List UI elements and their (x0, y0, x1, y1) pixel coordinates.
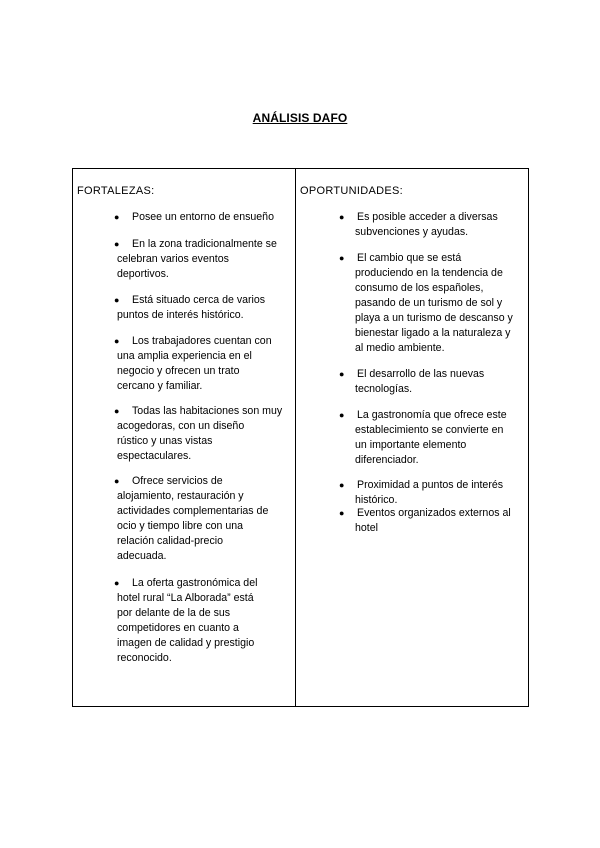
fortaleza-item-line: La oferta gastronómica del (132, 577, 258, 589)
bullet-icon: ● (114, 336, 120, 346)
document-title: ANÁLISIS DAFO (252, 111, 348, 125)
bullet-icon: ● (114, 476, 120, 486)
oportunidad-item-line: El cambio que se está (357, 252, 462, 264)
oportunidad-item-line: al medio ambiente. (355, 342, 445, 354)
fortaleza-item-line: ocio y tiempo libre con una (117, 520, 244, 532)
fortaleza-item-line: espectaculares. (117, 450, 192, 462)
fortalezas-heading: FORTALEZAS: (77, 185, 155, 197)
fortaleza-item-line: Posee un entorno de ensueño (132, 211, 274, 223)
fortaleza-item-line: hotel rural “La Alborada” está (117, 592, 254, 604)
oportunidad-item-line: consumo de los españoles, (355, 282, 484, 294)
fortaleza-item-line: imagen de calidad y prestigio (117, 637, 255, 649)
oportunidad-item-line: establecimiento se convierte en (355, 424, 504, 436)
fortaleza-item-line: una amplia experiencia en el (117, 350, 252, 362)
fortaleza-item-line: actividades complementarias de (117, 505, 269, 517)
fortaleza-item-line: relación calidad-precio (117, 535, 223, 547)
fortaleza-item-line: Está situado cerca de varios (132, 294, 266, 306)
oportunidad-item-line: tecnologías. (355, 383, 413, 395)
fortaleza-item-line: puntos de interés histórico. (117, 309, 244, 321)
oportunidades-heading: OPORTUNIDADES: (300, 185, 404, 197)
fortaleza-item-line: celebran varios eventos (117, 253, 229, 265)
fortaleza-item-line: por delante de la de sus (117, 607, 231, 619)
fortaleza-item-line: Todas las habitaciones son muy (132, 405, 283, 417)
fortaleza-item-line: cercano y familiar. (117, 380, 203, 392)
oportunidad-item-line: El desarrollo de las nuevas (357, 368, 485, 380)
oportunidad-item-line: Es posible acceder a diversas (357, 211, 498, 223)
fortaleza-item-line: deportivos. (117, 268, 169, 280)
oportunidad-item-line: Eventos organizados externos al (357, 507, 511, 519)
fortalezas-column (73, 169, 296, 706)
bullet-icon: ● (114, 578, 120, 588)
bullet-icon: ● (339, 508, 345, 518)
oportunidad-item-line: hotel (355, 522, 378, 534)
bullet-icon: ● (339, 480, 345, 490)
oportunidad-item-line: bienestar ligado a la naturaleza y (355, 327, 511, 339)
fortaleza-item-line: rústico y unas vistas (117, 435, 213, 447)
fortaleza-item-line: En la zona tradicionalmente se (132, 238, 277, 250)
oportunidad-item-line: Proximidad a puntos de interés (357, 479, 504, 491)
fortaleza-item-line: adecuada. (117, 550, 167, 562)
bullet-icon: ● (114, 239, 120, 249)
oportunidad-item-line: La gastronomía que ofrece este (357, 409, 507, 421)
fortaleza-item-line: competidores en cuanto a (117, 622, 239, 634)
oportunidad-item-line: produciendo en la tendencia de (355, 267, 503, 279)
oportunidad-item-line: histórico. (355, 494, 398, 506)
oportunidad-item-line: subvenciones y ayudas. (355, 226, 469, 238)
oportunidad-item-line: diferenciador. (355, 454, 419, 466)
bullet-icon: ● (114, 406, 120, 416)
oportunidad-item-line: un importante elemento (355, 439, 467, 451)
oportunidad-item-line: pasando de un turismo de sol y (355, 297, 503, 309)
bullet-icon: ● (339, 369, 345, 379)
oportunidad-item-line: playa a un turismo de descanso y (355, 312, 513, 324)
bullet-icon: ● (114, 295, 120, 305)
bullet-icon: ● (339, 212, 345, 222)
fortaleza-item-line: Ofrece servicios de (132, 475, 223, 487)
bullet-icon: ● (339, 410, 345, 420)
fortaleza-item-line: reconocido. (117, 652, 172, 664)
bullet-icon: ● (339, 253, 345, 263)
oportunidades-column (296, 169, 528, 706)
dafo-table (72, 168, 529, 707)
fortaleza-item-line: Los trabajadores cuentan con (132, 335, 272, 347)
fortaleza-item-line: acogedoras, con un diseño (117, 420, 245, 432)
fortaleza-item-line: negocio y ofrecen un trato (117, 365, 240, 377)
fortaleza-item-line: alojamiento, restauración y (117, 490, 244, 502)
bullet-icon: ● (114, 212, 120, 222)
